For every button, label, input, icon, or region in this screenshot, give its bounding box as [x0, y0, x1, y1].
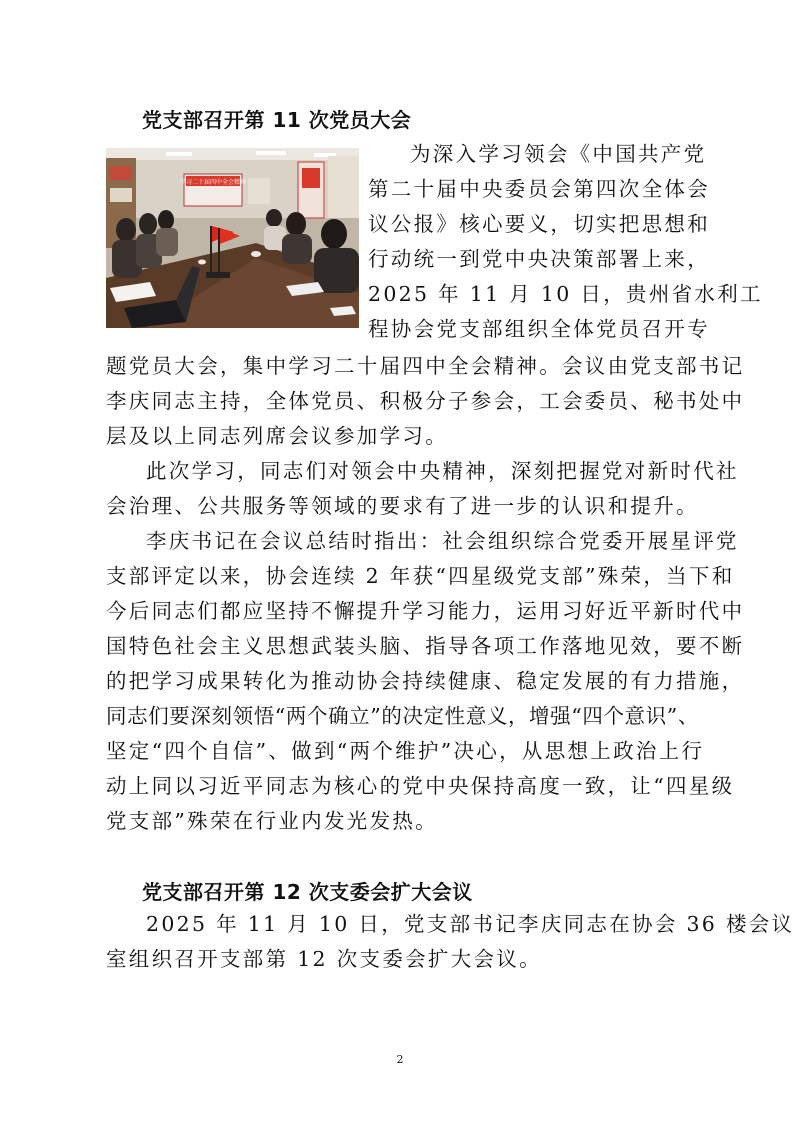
section2-para-line: 2025 年 11 月 10 日，党支部书记李庆同志在协会 36 楼会议	[146, 912, 795, 936]
section1-para3-line: 支部评定以来，协会连续 2 年获“四星级党支部”殊荣，当下和	[106, 564, 735, 588]
section1-para2-line: 此次学习，同志们对领会中央精神，深刻把握党对新时代社	[146, 459, 739, 483]
section1-para3-line: 同志们要深刻领悟“两个确立”的决定性意义，增强“四个意识”、	[106, 704, 699, 728]
meeting-photo	[106, 148, 359, 328]
section1-wrap-line: 2025 年 11 月 10 日，贵州省水利工	[368, 282, 763, 306]
section1-para3-line: 坚定“四个自信”、做到“两个维护”决心，从思想上政治上行	[106, 739, 705, 763]
section1-para1-line: 李庆同志主持，全体党员、积极分子参会，工会委员、秘书处中	[106, 389, 745, 413]
section1-wrap-line: 议公报》核心要义，切实把思想和	[368, 212, 710, 236]
page-number: 2	[396, 1053, 404, 1066]
section1-para1-line: 层及以上同志列席会议参加学习。	[106, 424, 448, 448]
section1-para1-line: 题党员大会，集中学习二十届四中全会精神。会议由党支部书记	[106, 354, 745, 378]
section1-para3-line: 今后同志们都应坚持不懈提升学习能力，运用习好近平新时代中	[106, 599, 745, 623]
section1-wrap-line: 行动统一到党中央决策部署上来，	[368, 247, 710, 271]
section1-para3-line: 动上同以习近平同志为核心的党中央保持高度一致，让“四星级	[106, 774, 735, 798]
section2-heading: 党支部召开第 12 次支委会扩大会议	[142, 880, 473, 904]
section1-para3-line: 的把学习成果转化为推动协会持续健康、稳定发展的有力措施，	[106, 669, 745, 693]
banner-text: 学习二十届四中全会精神	[179, 179, 247, 186]
section1-wrap-line: 为深入学习领会《中国共产党	[410, 142, 707, 166]
section1-para3-line: 李庆书记在会议总结时指出：社会组织综合党委开展星评党	[146, 529, 739, 553]
section1-wrap-line: 程协会党支部组织全体党员召开专	[368, 317, 710, 341]
meeting-photo-illustration	[106, 148, 359, 328]
section2-para-line: 室组织召开支部第 12 次支委会扩大会议。	[106, 947, 542, 971]
section1-para3-line: 党支部”殊荣在行业内发光发热。	[106, 809, 438, 833]
section1-wrap-line: 第二十届中央委员会第四次全体会	[368, 177, 710, 201]
section1-para3-line: 国特色社会主义思想武装头脑、指导各项工作落地见效，要不断	[106, 634, 745, 658]
section1-heading: 党支部召开第 11 次党员大会	[142, 108, 412, 132]
section1-para2-line: 会治理、公共服务等领域的要求有了进一步的认识和提升。	[106, 494, 699, 518]
